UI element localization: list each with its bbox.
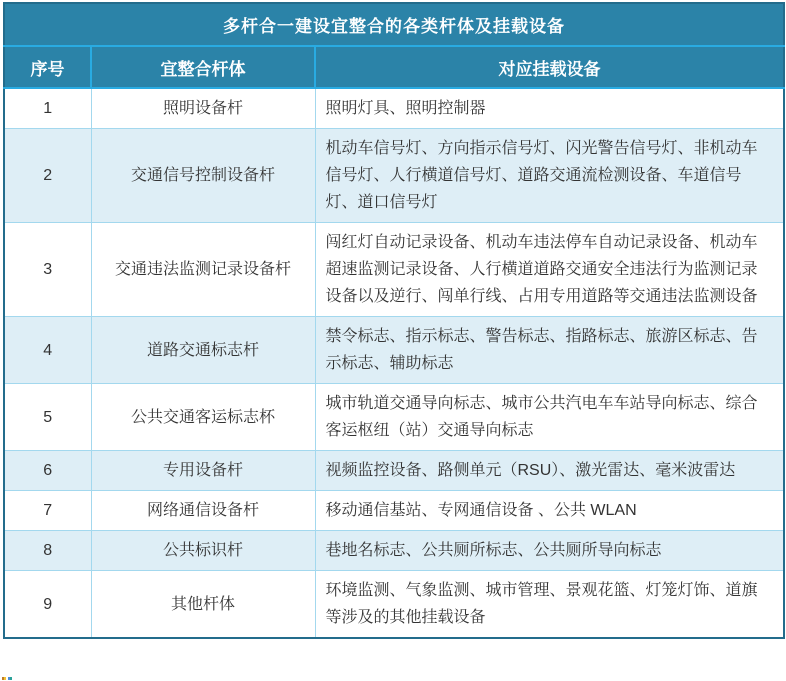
column-header-no: 序号 (4, 46, 91, 88)
row-number: 5 (4, 384, 91, 451)
column-header-pole: 宜整合杆体 (91, 46, 315, 88)
table-row (4, 88, 784, 129)
table-row (4, 571, 784, 639)
mounted-devices: 视频监控设备、路侧单元（RSU）、激光雷达、毫米波雷达 (315, 451, 784, 491)
row-number: 2 (4, 129, 91, 223)
mounted-devices: 机动车信号灯、方向指示信号灯、闪光警告信号灯、非机动车信号灯、人行横道信号灯、道路交通流检测设备、车道信号灯、道口信号灯 (315, 129, 784, 223)
mounted-devices: 移动通信基站、专网通信设备 、公共 WLAN (315, 491, 784, 531)
pole-integration-table (3, 2, 785, 639)
row-number: 1 (4, 88, 91, 129)
pole-type: 公共标识杆 (91, 531, 315, 571)
pole-type: 交通违法监测记录设备杆 (91, 223, 315, 317)
row-number: 7 (4, 491, 91, 531)
row-number: 9 (4, 571, 91, 639)
pole-type: 其他杆体 (91, 571, 315, 639)
table-row (4, 129, 784, 223)
title-row (4, 3, 784, 46)
pole-type: 道路交通标志杆 (91, 317, 315, 384)
pole-type: 交通信号控制设备杆 (91, 129, 315, 223)
pole-type: 公共交通客运标志杯 (91, 384, 315, 451)
pole-type: 网络通信设备杆 (91, 491, 315, 531)
mounted-devices: 禁令标志、指示标志、警告标志、指路标志、旅游区标志、告示标志、辅助标志 (315, 317, 784, 384)
row-number: 6 (4, 451, 91, 491)
table-title: 多杆合一建设宜整合的各类杆体及挂载设备 (4, 3, 784, 46)
mounted-devices: 城市轨道交通导向标志、城市公共汽电车车站导向标志、综合客运枢纽（站）交通导向标志 (315, 384, 784, 451)
column-header-row (4, 46, 784, 88)
mounted-devices: 环境监测、气象监测、城市管理、景观花篮、灯笼灯饰、道旗等涉及的其他挂载设备 (315, 571, 784, 639)
pole-type: 专用设备杆 (91, 451, 315, 491)
mounted-devices: 闯红灯自动记录设备、机动车违法停车自动记录设备、机动车超速监测记录设备、人行横道道路交通安全违法行为监测记录设备以及逆行、闯单行线、占用专用道路等交通违法监测设备 (315, 223, 784, 317)
table-row (4, 451, 784, 491)
table-row (4, 491, 784, 531)
table-row (4, 531, 784, 571)
row-number: 4 (4, 317, 91, 384)
corner-artifact-mark (2, 677, 12, 680)
pole-type: 照明设备杆 (91, 88, 315, 129)
mounted-devices: 巷地名标志、公共厕所标志、公共厕所导向标志 (315, 531, 784, 571)
table-row (4, 384, 784, 451)
row-number: 3 (4, 223, 91, 317)
table-row (4, 317, 784, 384)
row-number: 8 (4, 531, 91, 571)
mounted-devices: 照明灯具、照明控制器 (315, 88, 784, 129)
column-header-devices: 对应挂载设备 (315, 46, 784, 88)
table-row (4, 223, 784, 317)
